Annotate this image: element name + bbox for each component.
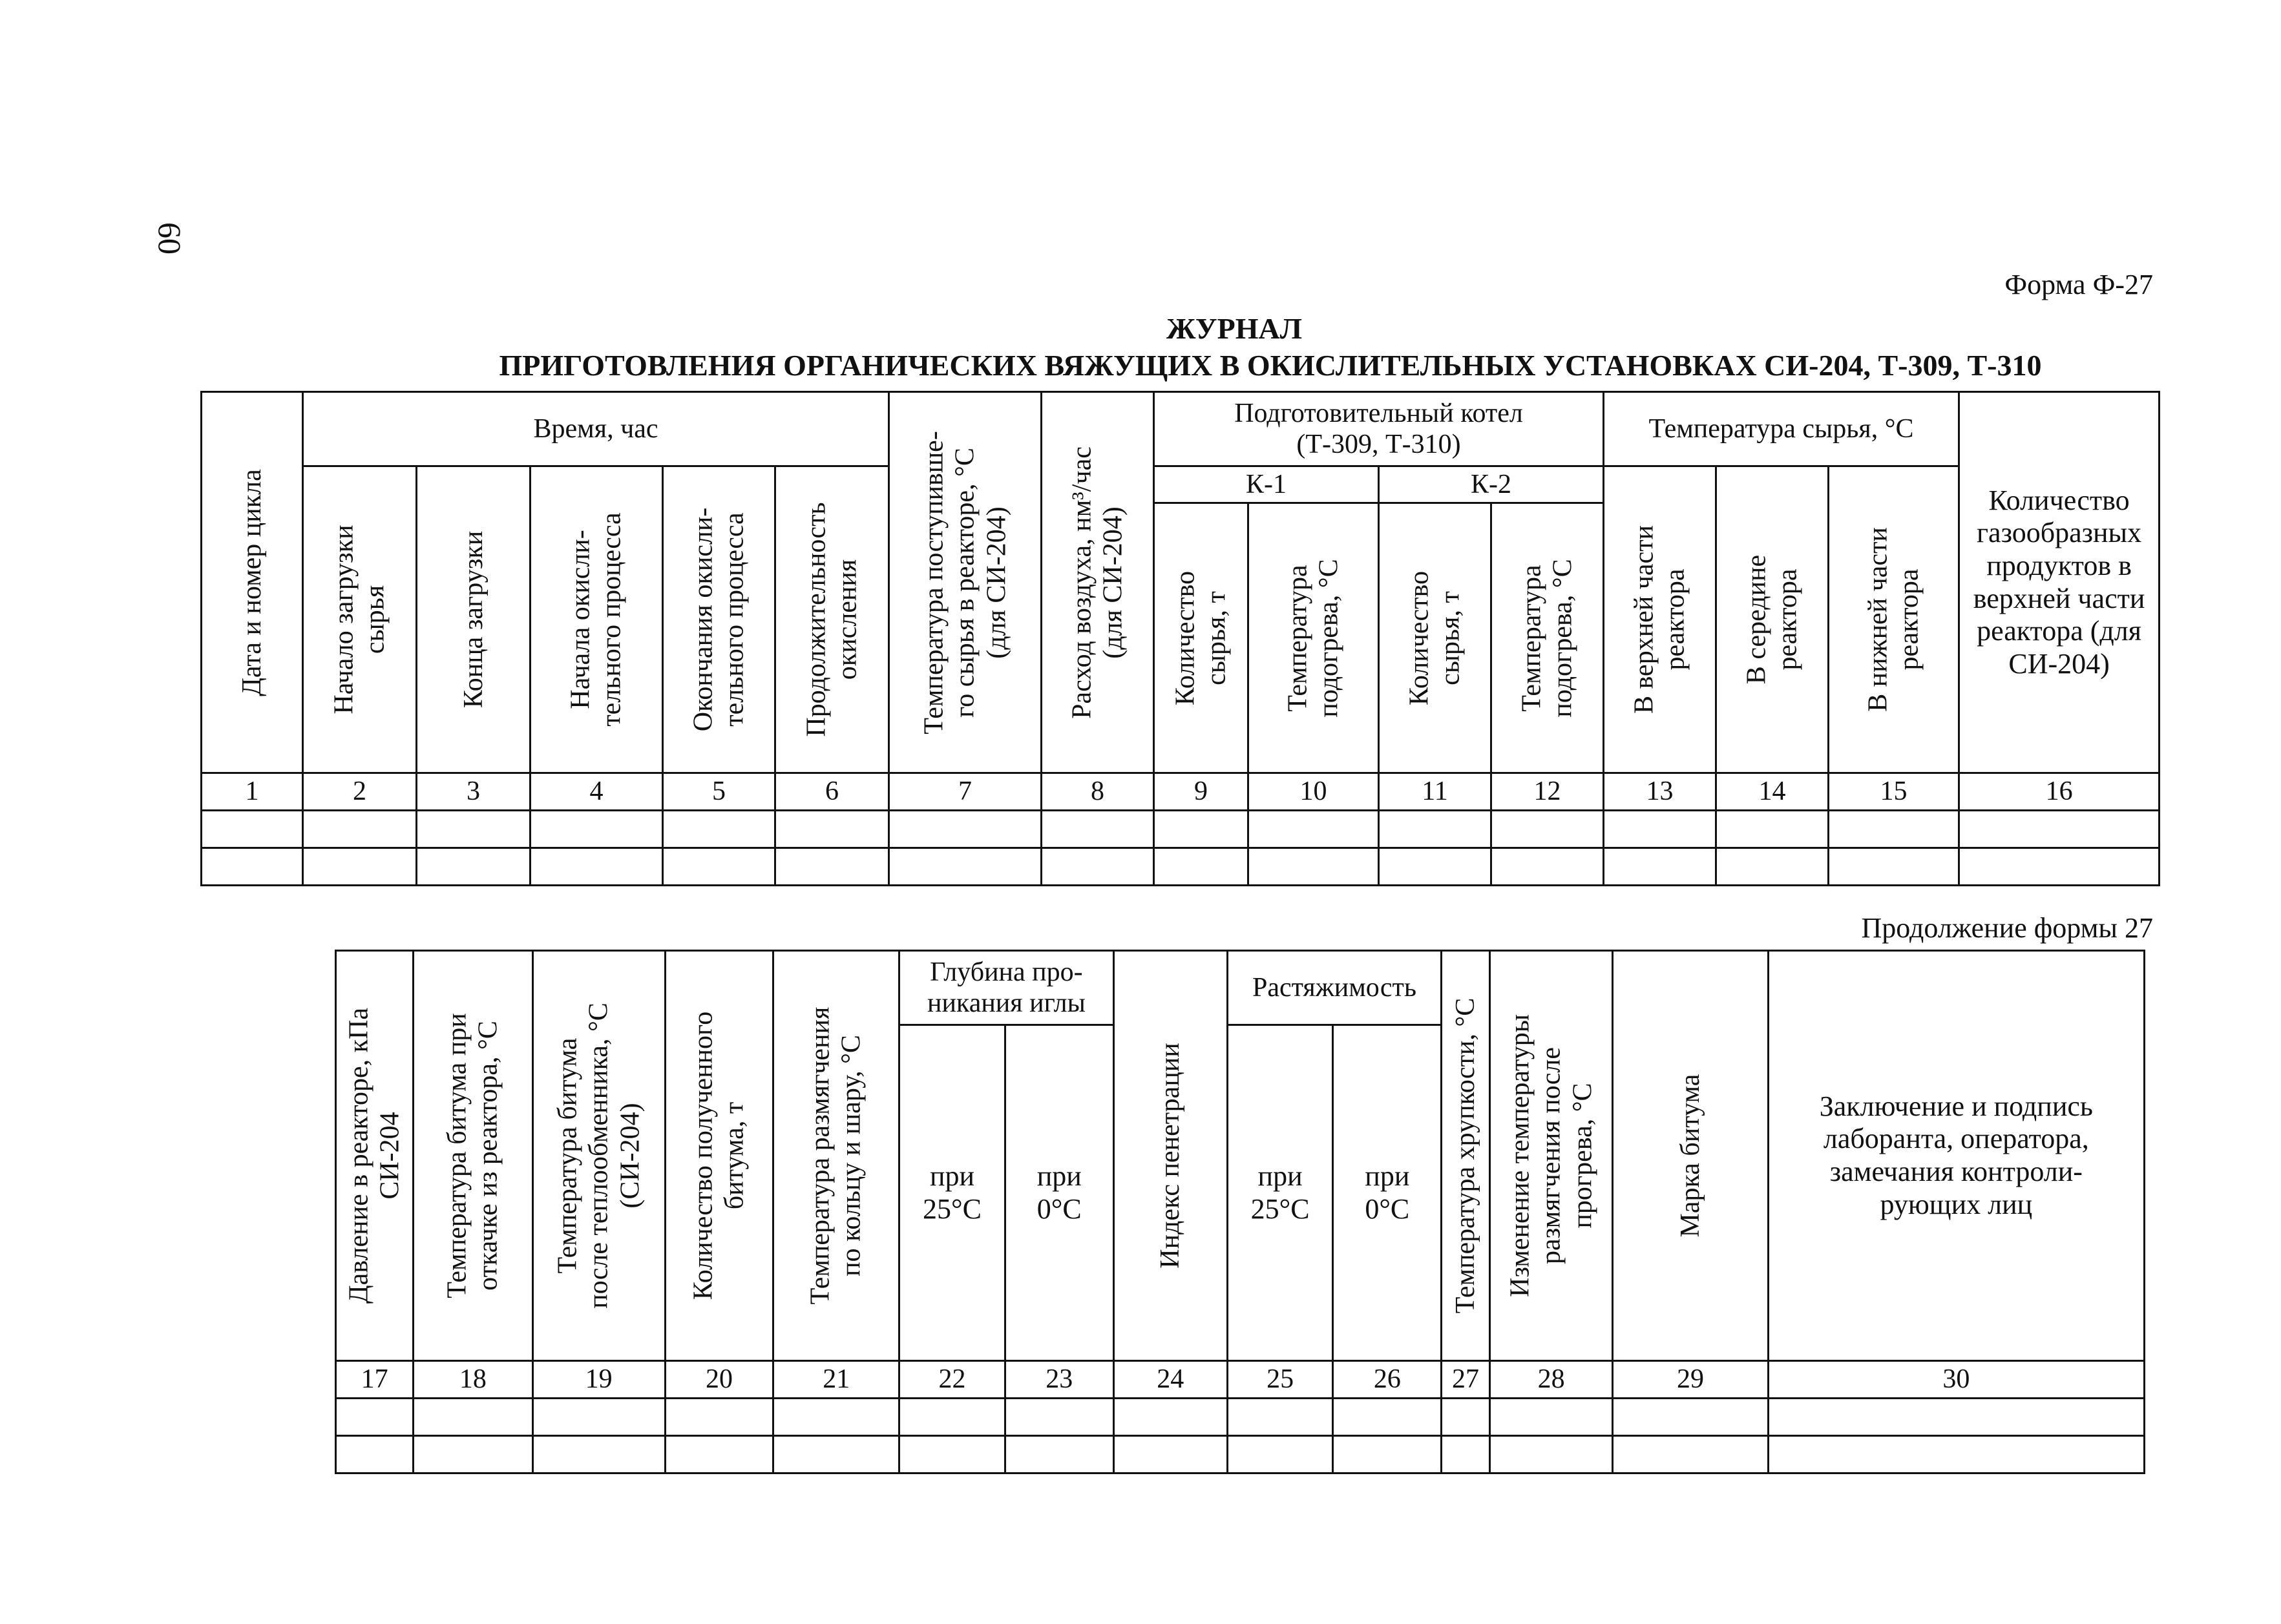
col-number: 24	[1113, 1361, 1227, 1399]
empty-cell[interactable]	[1333, 1436, 1442, 1473]
empty-cell[interactable]	[665, 1436, 773, 1473]
empty-cell[interactable]	[663, 811, 775, 848]
header-softening-change: Изменение температуры размягчения после прогрева, °С	[1489, 951, 1613, 1361]
header-date-cycle: Дата и номер цикла	[202, 392, 303, 773]
empty-cell[interactable]	[1379, 811, 1491, 848]
empty-cell[interactable]	[303, 811, 417, 848]
empty-cell[interactable]	[1613, 1436, 1768, 1473]
journal-title: ЖУРНАЛ	[1166, 312, 1302, 345]
header-bitumen-quantity: Количество полученного битума, т	[665, 951, 773, 1361]
empty-cell[interactable]	[1333, 1399, 1442, 1436]
col-number: 22	[899, 1361, 1005, 1399]
header-bitumen-pump-temp: Температура битума при откачке из реактора, °С	[414, 951, 532, 1361]
col-number: 18	[414, 1361, 532, 1399]
col-number: 5	[663, 773, 775, 811]
header-k1-quantity: Количество сырья, т	[1154, 503, 1248, 773]
header-needle-group: Глубина про- никания иглы	[899, 951, 1113, 1025]
header-temp-middle: В середине реактора	[1716, 466, 1829, 773]
header-boiler-group: Подготовительный котел (Т-309, Т-310)	[1154, 392, 1604, 466]
header-bitumen-exchanger-temp: Температура битума после теплообменника, °С (СИ-204)	[532, 951, 665, 1361]
table-row	[336, 1436, 2145, 1473]
header-k2-quantity: Количество сырья, т	[1379, 503, 1491, 773]
header-stretch-25c: при 25°С	[1227, 1025, 1333, 1361]
col-number: 12	[1491, 773, 1604, 811]
col-number: 21	[773, 1361, 899, 1399]
table-row	[336, 1399, 2145, 1436]
header-stretch-group: Растяжимость	[1227, 951, 1441, 1025]
empty-cell[interactable]	[773, 1399, 899, 1436]
empty-cell[interactable]	[303, 848, 417, 886]
col-number: 10	[1248, 773, 1379, 811]
col-number: 1	[202, 773, 303, 811]
empty-cell[interactable]	[336, 1399, 414, 1436]
empty-cell[interactable]	[417, 811, 531, 848]
header-air-flow: Расход воздуха, нм³/час (для СИ-204)	[1042, 392, 1154, 773]
empty-cell[interactable]	[202, 811, 303, 848]
empty-cell[interactable]	[663, 848, 775, 886]
empty-cell[interactable]	[1248, 811, 1379, 848]
header-load-end: Конца загрузки	[417, 466, 531, 773]
continuation-label: Продолжение формы 27	[1861, 912, 2153, 944]
header-needle-25c: при 25°С	[899, 1025, 1005, 1361]
header-time-group: Время, час	[303, 392, 889, 466]
header-oxidation-end: Окончания окисли- тельного процесса	[663, 466, 775, 773]
form-label: Форма Ф-27	[2004, 269, 2153, 300]
empty-cell[interactable]	[1442, 1399, 1490, 1436]
header-k2-temperature: Температура подогрева, °С	[1491, 503, 1604, 773]
empty-cell[interactable]	[1005, 1399, 1113, 1436]
header-oxidation-duration: Продолжительность окисления	[775, 466, 889, 773]
col-number: 28	[1489, 1361, 1613, 1399]
empty-cell[interactable]	[1768, 1399, 2144, 1436]
empty-cell[interactable]	[336, 1436, 414, 1473]
empty-cell[interactable]	[1768, 1436, 2144, 1473]
empty-cell[interactable]	[1716, 848, 1829, 886]
empty-cell[interactable]	[665, 1399, 773, 1436]
empty-cell[interactable]	[1227, 1399, 1333, 1436]
empty-cell[interactable]	[889, 811, 1042, 848]
col-number: 14	[1716, 773, 1829, 811]
header-temp-group: Температура сырья, °С	[1604, 392, 1959, 466]
empty-cell[interactable]	[1113, 1399, 1227, 1436]
empty-cell[interactable]	[1248, 848, 1379, 886]
empty-cell[interactable]	[775, 811, 889, 848]
header-fragility-temp: Температура хрупкости, °С	[1442, 951, 1490, 1361]
empty-cell[interactable]	[1604, 848, 1716, 886]
empty-cell[interactable]	[889, 848, 1042, 886]
empty-cell[interactable]	[414, 1436, 532, 1473]
col-number: 6	[775, 773, 889, 811]
col-number: 17	[336, 1361, 414, 1399]
header-stretch-0c: при 0°С	[1333, 1025, 1442, 1361]
journal-table-part2	[335, 950, 2145, 1474]
header-load-start: Начало загрузки сырья	[303, 466, 417, 773]
empty-cell[interactable]	[1227, 1436, 1333, 1473]
journal-subtitle: ПРИГОТОВЛЕНИЯ ОРГАНИЧЕСКИХ ВЯЖУЩИХ В ОКИСЛИТЕЛЬНЫХ УСТАНОВКАХ СИ-204, Т-309, Т-310	[499, 349, 2042, 382]
header-temp-bottom: В нижней части реактора	[1829, 466, 1959, 773]
empty-cell[interactable]	[1491, 848, 1604, 886]
col-number: 20	[665, 1361, 773, 1399]
empty-cell[interactable]	[775, 848, 889, 886]
col-number: 4	[531, 773, 663, 811]
empty-cell[interactable]	[1489, 1399, 1613, 1436]
col-number: 27	[1442, 1361, 1490, 1399]
empty-cell[interactable]	[899, 1436, 1005, 1473]
col-number: 15	[1829, 773, 1959, 811]
col-number: 8	[1042, 773, 1154, 811]
col-number: 2	[303, 773, 417, 811]
empty-cell[interactable]	[1379, 848, 1491, 886]
table-row	[202, 848, 2160, 886]
col-number: 25	[1227, 1361, 1333, 1399]
col-number: 26	[1333, 1361, 1442, 1399]
empty-cell[interactable]	[1959, 848, 2160, 886]
header-conclusion: Заключение и подпись лаборанта, оператора, замечания контроли-рующих лиц	[1768, 951, 2144, 1361]
empty-cell[interactable]	[1042, 848, 1154, 886]
empty-cell[interactable]	[532, 1399, 665, 1436]
empty-cell[interactable]	[1829, 811, 1959, 848]
empty-cell[interactable]	[532, 1436, 665, 1473]
empty-cell[interactable]	[1829, 848, 1959, 886]
table-row	[202, 811, 2160, 848]
empty-cell[interactable]	[1489, 1436, 1613, 1473]
col-number: 16	[1959, 773, 2160, 811]
empty-cell[interactable]	[417, 848, 531, 886]
header-k1: К-1	[1154, 466, 1379, 503]
column-number-row	[336, 1361, 2145, 1399]
empty-cell[interactable]	[773, 1436, 899, 1473]
empty-cell[interactable]	[531, 811, 663, 848]
column-number-row	[202, 773, 2160, 811]
empty-cell[interactable]	[1113, 1436, 1227, 1473]
header-softening-temp: Температура размягчения по кольцу и шару, °С	[773, 951, 899, 1361]
journal-table-part1	[200, 391, 2160, 886]
header-bitumen-grade: Марка битума	[1613, 951, 1768, 1361]
col-number: 19	[532, 1361, 665, 1399]
col-number: 3	[417, 773, 531, 811]
header-k1-temperature: Температура подогрева, °С	[1248, 503, 1379, 773]
empty-cell[interactable]	[899, 1399, 1005, 1436]
empty-cell[interactable]	[1154, 848, 1248, 886]
empty-cell[interactable]	[1491, 811, 1604, 848]
empty-cell[interactable]	[1959, 811, 2160, 848]
header-feed-temperature: Температура поступивше- го сырья в реакторе, °С (для СИ-204)	[889, 392, 1042, 773]
col-number: 13	[1604, 773, 1716, 811]
empty-cell[interactable]	[1716, 811, 1829, 848]
empty-cell[interactable]	[1442, 1436, 1490, 1473]
col-number: 7	[889, 773, 1042, 811]
col-number: 9	[1154, 773, 1248, 811]
col-number: 23	[1005, 1361, 1113, 1399]
page-number: 60	[152, 222, 188, 255]
empty-cell[interactable]	[1604, 811, 1716, 848]
empty-cell[interactable]	[202, 848, 303, 886]
col-number: 11	[1379, 773, 1491, 811]
empty-cell[interactable]	[1613, 1399, 1768, 1436]
header-oxidation-start: Начала окисли- тельного процесса	[531, 466, 663, 773]
header-reactor-pressure: Давление в реакторе, кПа СИ-204	[336, 951, 414, 1361]
col-number: 30	[1768, 1361, 2144, 1399]
header-temp-top: В верхней части реактора	[1604, 466, 1716, 773]
header-k2: К-2	[1379, 466, 1604, 503]
empty-cell[interactable]	[414, 1399, 532, 1436]
header-penetration-index: Индекс пенетрации	[1113, 951, 1227, 1361]
empty-cell[interactable]	[1042, 811, 1154, 848]
col-number: 29	[1613, 1361, 1768, 1399]
header-gas-products: Количество газообразных продуктов в верхней части реактора (для СИ-204)	[1959, 392, 2160, 773]
header-needle-0c: при 0°С	[1005, 1025, 1113, 1361]
empty-cell[interactable]	[531, 848, 663, 886]
empty-cell[interactable]	[1005, 1436, 1113, 1473]
empty-cell[interactable]	[1154, 811, 1248, 848]
